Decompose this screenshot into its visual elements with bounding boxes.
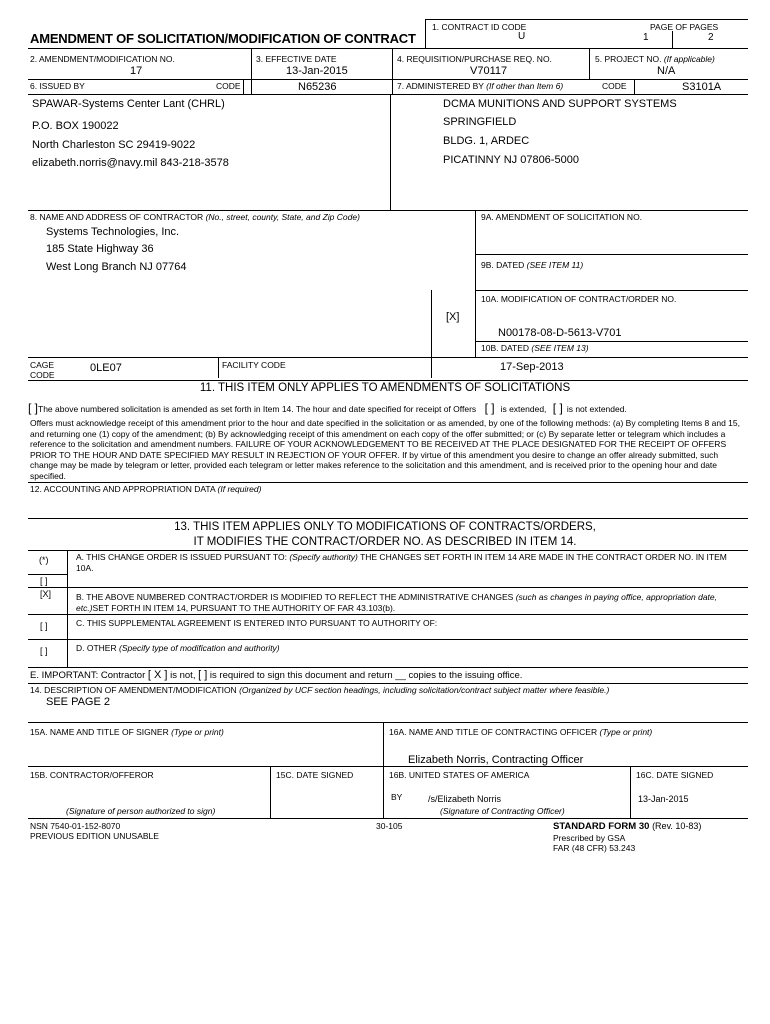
item-13d-text: D. OTHER (Specify type of modification and authority): [76, 643, 280, 653]
date-signed-16c-label: 16C. DATE SIGNED: [636, 770, 714, 780]
checkbox-is-not[interactable]: [ X ]: [147, 669, 168, 681]
item-13-title: 13. THIS ITEM APPLIES ONLY TO MODIFICATIONS OF CONTRACTS/ORDERS,: [174, 521, 596, 533]
administered-by-line: SPRINGFIELD: [443, 116, 517, 128]
item-13a-text: A. THIS CHANGE ORDER IS ISSUED PURSUANT TO: (Specify authority) THE CHANGES SET FORTH IN ITEM 14 ARE MADE IN THE CONTRACT ORDER NO. IN ITEM 10A.: [76, 552, 727, 573]
cage-value: 0LE07: [90, 362, 122, 374]
requisition-value: V70117: [470, 65, 508, 77]
checkbox-not-extended[interactable]: [ ]: [552, 401, 563, 415]
prescribed-by: Prescribed by GSA: [553, 833, 626, 843]
contractor-line: 185 State Highway 36: [46, 243, 154, 255]
total-pages: 2: [708, 32, 714, 43]
signature-note-15: (Signature of person authorized to sign): [66, 806, 216, 816]
checkbox-13b[interactable]: [X]: [40, 589, 52, 599]
item-14-label: 14. DESCRIPTION OF AMENDMENT/MODIFICATION (Organized by UCF section headings, including solicitation/contract subject matter where feasible.): [30, 685, 610, 695]
administered-by-label: 7. ADMINISTERED BY (If other than Item 6): [397, 81, 564, 91]
contractor-offeror-label: 15B. CONTRACTOR/OFFEROR: [30, 770, 154, 780]
contractor-label: 8. NAME AND ADDRESS OF CONTRACTOR (No., street, county, State, and Zip Code): [30, 212, 360, 222]
item-13-mark: (*): [39, 555, 49, 565]
item-13-title: IT MODIFIES THE CONTRACT/ORDER NO. AS DESCRIBED IN ITEM 14.: [193, 536, 577, 548]
admin-code-value: S3101A: [682, 81, 722, 93]
nsn: NSN 7540-01-152-8070: [30, 821, 121, 831]
checkbox-13a[interactable]: [ ]: [40, 576, 48, 586]
effective-date-value: 13-Jan-2015: [286, 65, 348, 77]
admin-code-label: CODE: [602, 81, 627, 91]
effective-date-label: 3. EFFECTIVE DATE: [256, 54, 337, 64]
checkbox-13d[interactable]: [ ]: [40, 646, 48, 656]
page-of-pages-label: PAGE OF PAGES: [650, 22, 719, 32]
item-11-paragraph: Offers must acknowledge receipt of this amendment prior to the hour and date specified in the solicitation or as amended, by one of the following methods: (a) By completing Items 8 and 15, and returning one (1) copy of the amendment; (b) By acknowledging receipt of this amendment on each copy of the offer submitted; or (c) By separate letter or telegram which includes a reference to the solicitation and amendment numbers. FAILURE OF YOUR ACKNOWLEDGEMENT TO BE RECEIVED AT THE PLACE DESIGNATED FOR THE RECEIPT OF OFFERS PRIOR TO THE HOUR AND DATE SPECIFIED MAY RESULT IN REJECTION OF YOUR OFFER. If by virtue of this amendment you desire to change an offer already submitted, such change may be made by telegram or letter, provided each telegram or letter makes reference to the solicitation and this amendment, and is received prior to the opening hour and date specified.: [30, 418, 740, 481]
issued-code-label: CODE: [216, 81, 241, 91]
requisition-label: 4. REQUISITION/PURCHASE REQ. NO.: [397, 54, 552, 64]
issued-by-line: P.O. BOX 190022: [32, 120, 119, 132]
issued-by-line: SPAWAR-Systems Center Lant (CHRL): [32, 98, 225, 110]
issued-by-line: North Charleston SC 29419-9022: [32, 139, 196, 151]
item-9b-label: 9B. DATED (SEE ITEM 11): [481, 260, 584, 270]
item-10a-value: N00178-08-D-5613-V701: [498, 327, 622, 339]
officer-name: Elizabeth Norris, Contracting Officer: [408, 754, 584, 766]
administered-by-line: BLDG. 1, ARDEC: [443, 135, 530, 147]
issued-by-email[interactable]: elizabeth.norris@navy.mil 843-218-3578: [32, 157, 229, 169]
signer-label: 15A. NAME AND TITLE OF SIGNER (Type or print): [30, 727, 224, 737]
contract-id-value: U: [518, 31, 526, 42]
page-number: 1: [643, 32, 649, 43]
amendment-label: 2. AMENDMENT/MODIFICATION NO.: [30, 54, 175, 64]
project-value: N/A: [657, 65, 676, 77]
contractor-line: West Long Branch NJ 07764: [46, 261, 187, 273]
accounting-label: 12. ACCOUNTING AND APPROPRIATION DATA (If required): [30, 484, 262, 494]
cage-label: CODE: [30, 370, 55, 380]
important-line: E. IMPORTANT: Contractor [ X ] is not, [ ] is required to sign this document and return __ copies to the issuing office.: [30, 669, 523, 681]
item-13b-text: B. THE ABOVE NUMBERED CONTRACT/ORDER IS MODIFIED TO REFLECT THE ADMINISTRATIVE CHANGES (such as changes in paying office, appropriation date, etc.)SET FORTH IN ITEM 14, PURSUANT TO THE AUTHORITY OF FAR 43.103(b).: [76, 592, 718, 613]
contract-id-label: 1. CONTRACT ID CODE: [432, 22, 527, 32]
officer-label: 16A. NAME AND TITLE OF CONTRACTING OFFICER (Type or print): [389, 727, 653, 737]
signature-note-16: (Signature of Contracting Officer): [440, 806, 565, 816]
item-14-value: SEE PAGE 2: [46, 696, 110, 708]
project-label: 5. PROJECT NO. (If applicable): [595, 54, 715, 64]
standard-form-label: STANDARD FORM 30 (Rev. 10-83): [553, 821, 702, 832]
checkbox-is-required[interactable]: [ ]: [198, 669, 208, 681]
administered-by-line: PICATINNY NJ 07806-5000: [443, 154, 579, 166]
item-11-title: 11. THIS ITEM ONLY APPLIES TO AMENDMENTS OF SOLICITATIONS: [199, 382, 571, 394]
date-16c-value: 13-Jan-2015: [638, 794, 689, 804]
form-title: AMENDMENT OF SOLICITATION/MODIFICATION OF CONTRACT: [30, 31, 416, 46]
far-reference: FAR (48 CFR) 53.243: [553, 843, 636, 853]
officer-signature: /s/Elizabeth Norris: [428, 794, 502, 804]
administered-by-line: DCMA MUNITIONS AND SUPPORT SYSTEMS: [443, 98, 677, 110]
facility-code-label: FACILITY CODE: [222, 360, 286, 370]
previous-edition: PREVIOUS EDITION UNUSABLE: [30, 831, 159, 841]
item-9a-label: 9A. AMENDMENT OF SOLICITATION NO.: [481, 212, 643, 222]
item-11-line: [ ]The above numbered solicitation is amended as set forth in Item 14. The hour and date specified for receipt of Offers [ ] is extended, [ ] is not extended.: [28, 401, 627, 415]
checkbox-solicitation-amended[interactable]: [ ]: [28, 401, 39, 415]
issued-by-label: 6. ISSUED BY: [30, 81, 85, 91]
date-signed-15c-label: 15C. DATE SIGNED: [276, 770, 354, 780]
checkbox-extended[interactable]: [ ]: [484, 401, 495, 415]
contractor-line: Systems Technologies, Inc.: [46, 226, 180, 238]
copies-blank[interactable]: __: [395, 670, 406, 681]
checkbox-13c[interactable]: [ ]: [40, 621, 48, 631]
form-code: 30-105: [376, 821, 403, 831]
item-10a-label: 10A. MODIFICATION OF CONTRACT/ORDER NO.: [481, 294, 677, 304]
item-13c-text: C. THIS SUPPLEMENTAL AGREEMENT IS ENTERED INTO PURSUANT TO AUTHORITY OF:: [76, 618, 438, 628]
item-10b-label: 10B. DATED (SEE ITEM 13): [481, 343, 589, 353]
issued-code-value: N65236: [298, 81, 337, 93]
item-10b-value: 17-Sep-2013: [500, 361, 564, 373]
amendment-value: 17: [130, 65, 143, 77]
usa-label: 16B. UNITED STATES OF AMERICA: [389, 770, 530, 780]
cage-label: CAGE: [30, 360, 55, 370]
item-10a-check[interactable]: [X]: [446, 311, 460, 323]
by-label: BY: [391, 792, 403, 802]
